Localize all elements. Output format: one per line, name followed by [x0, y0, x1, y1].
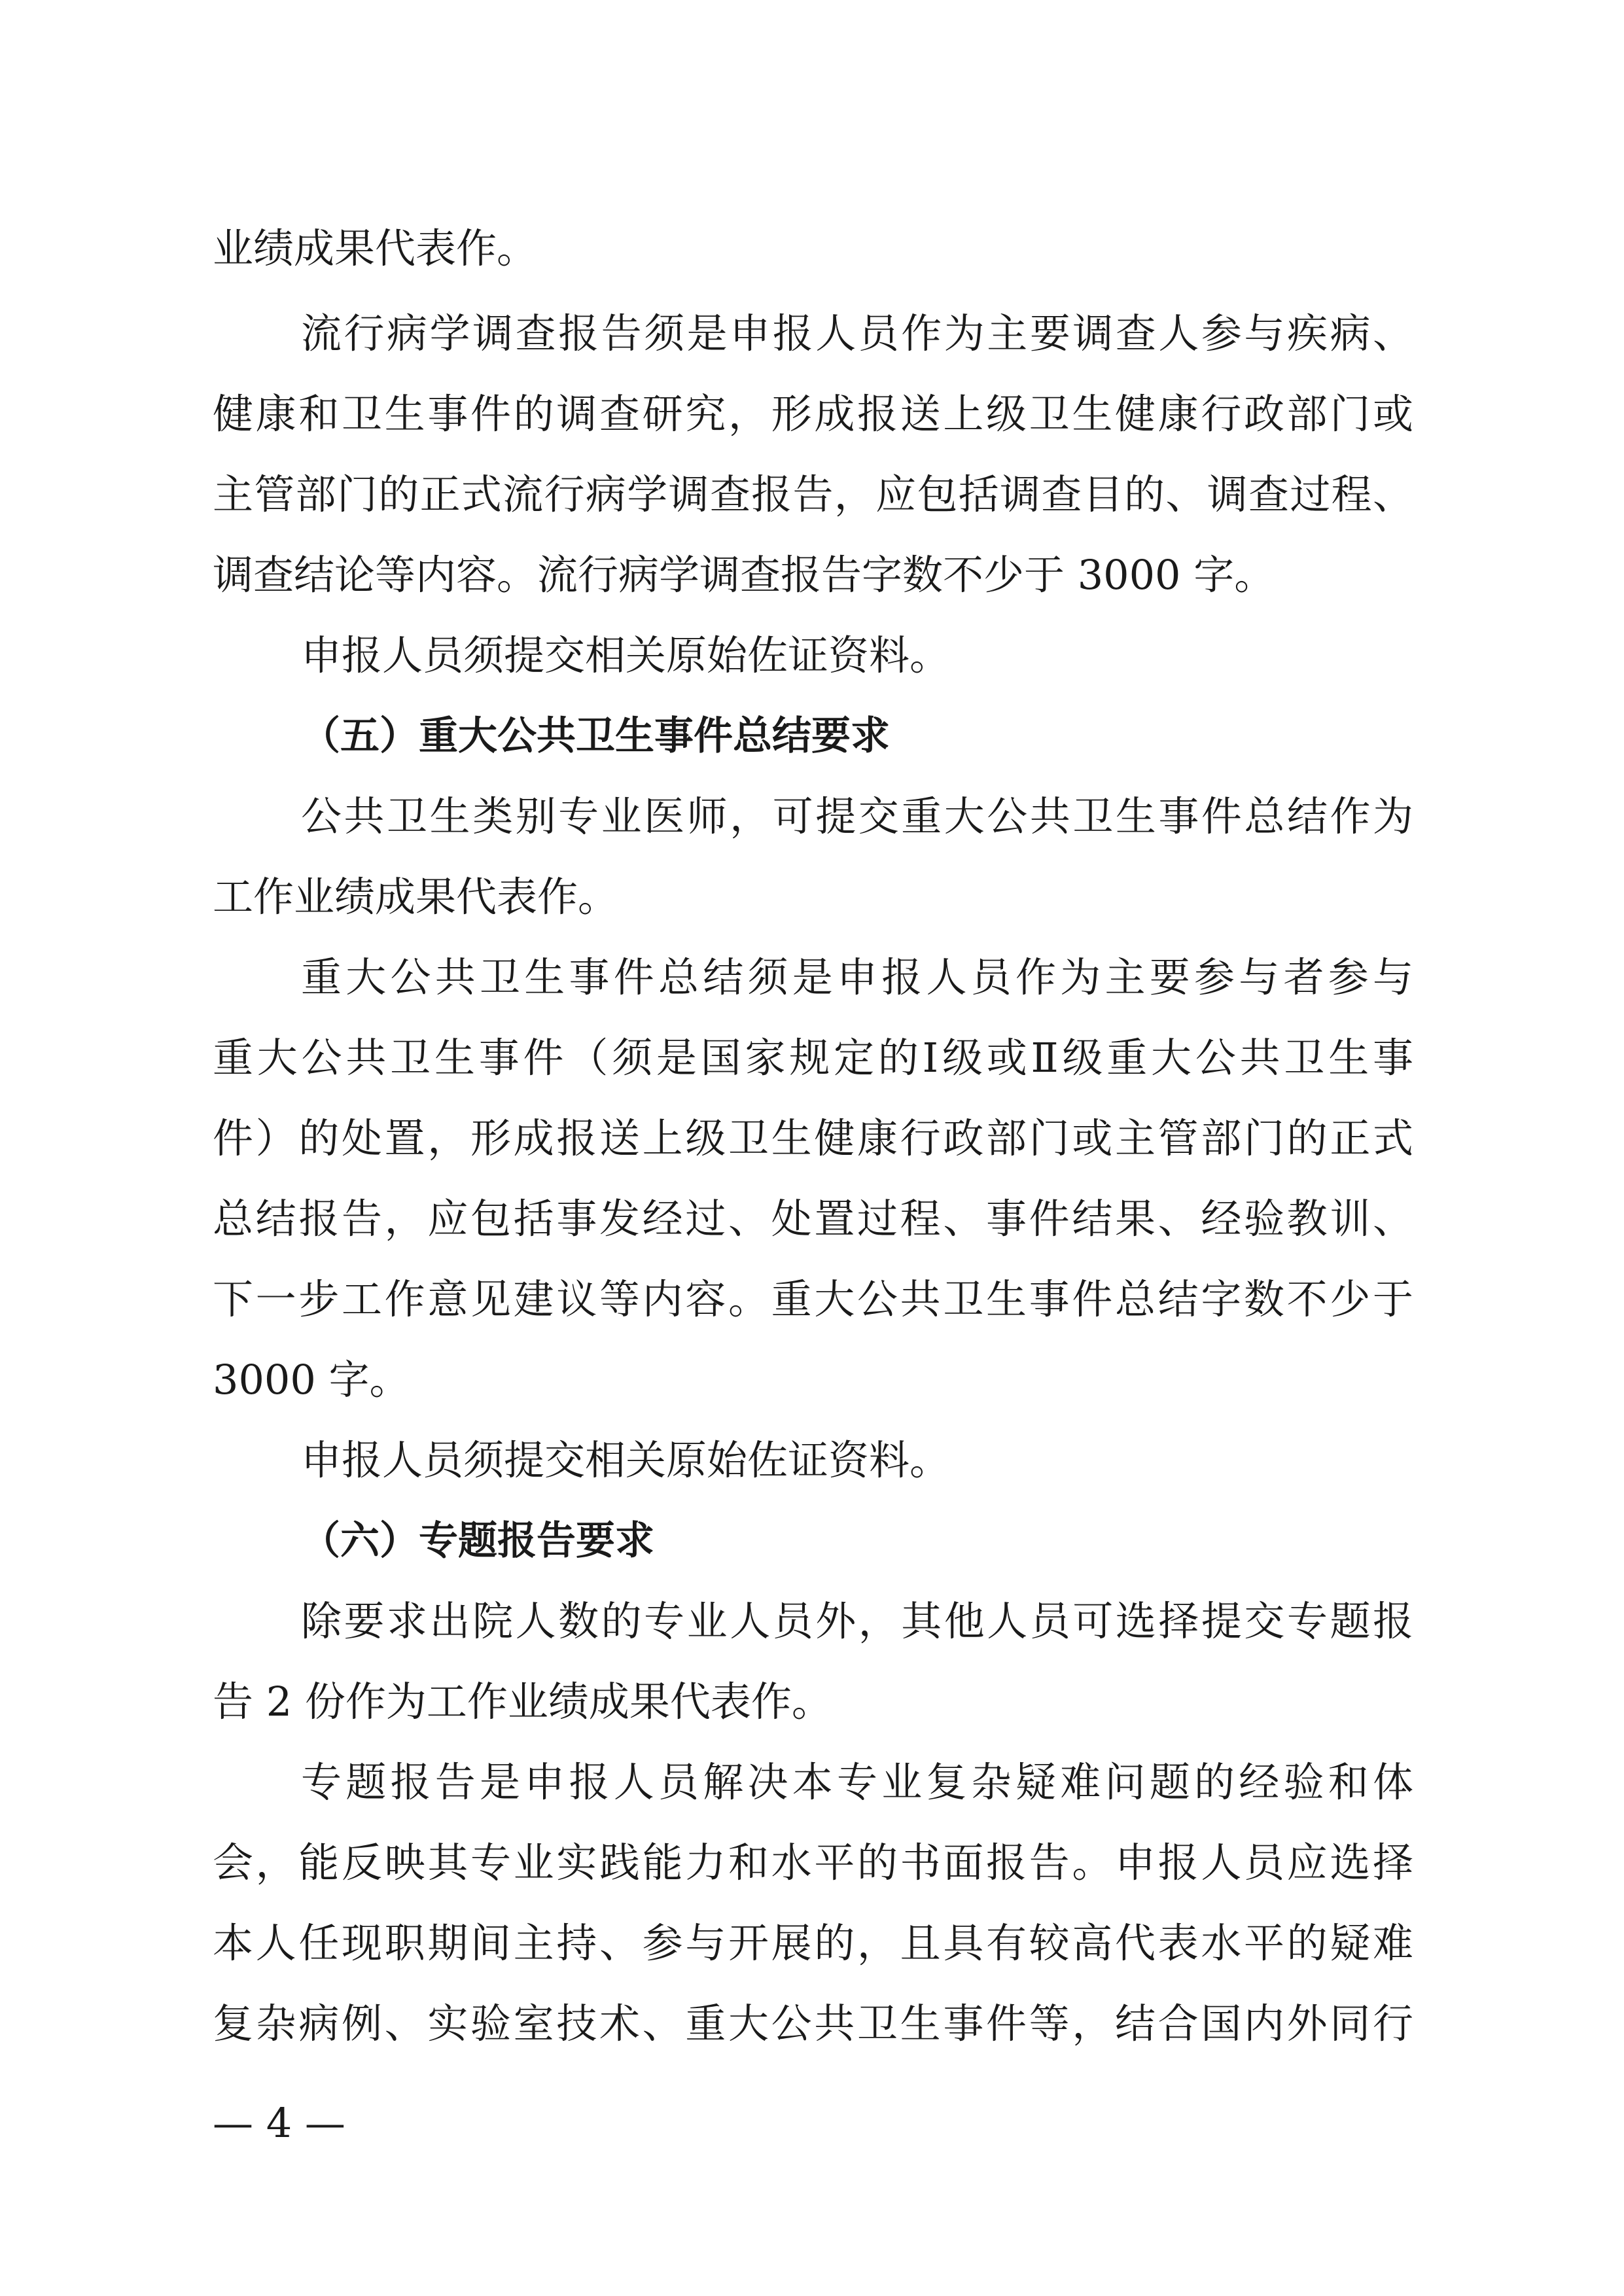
- paragraph-line: 健康和卫生事件的调查研究，形成报送上级卫生健康行政部门或: [213, 390, 1413, 438]
- paragraph-line: 件）的处置，形成报送上级卫生健康行政部门或主管部门的正式: [213, 1114, 1413, 1162]
- section-heading: （六）专题报告要求: [301, 1518, 654, 1564]
- paragraph-line: 流行病学调查报告须是申报人员作为主要调查人参与疾病、: [301, 309, 1413, 357]
- paragraph-line: 除要求出院人数的专业人员外，其他人员可选择提交专题报: [301, 1597, 1413, 1645]
- paragraph-line: 会，能反映其专业实践能力和水平的书面报告。申报人员应选择: [213, 1839, 1413, 1886]
- paragraph-line: 3000 字。: [213, 1356, 410, 1404]
- paragraph-line: 重大公共卫生事件总结须是申报人员作为主要参与者参与: [301, 953, 1413, 1001]
- paragraph-line: 告 2 份作为工作业绩成果代表作。: [213, 1678, 832, 1725]
- paragraph-line: 专题报告是申报人员解决本专业复杂疑难问题的经验和体: [301, 1758, 1413, 1806]
- paragraph-line: 公共卫生类别专业医师，可提交重大公共卫生事件总结作为: [301, 792, 1413, 840]
- paragraph-line: 重大公共卫生事件（须是国家规定的Ⅰ级或Ⅱ级重大公共卫生事: [213, 1034, 1413, 1082]
- section-heading: （五）重大公共卫生事件总结要求: [301, 713, 890, 759]
- paragraph-line: 总结报告，应包括事发经过、处置过程、事件结果、经验教训、: [213, 1195, 1413, 1243]
- paragraph-line: 业绩成果代表作。: [213, 224, 538, 272]
- paragraph-line: 调查结论等内容。流行病学调查报告字数不少于 3000 字。: [213, 551, 1275, 599]
- paragraph-line: 本人任现职期间主持、参与开展的，且具有较高代表水平的疑难: [213, 1919, 1413, 1967]
- paragraph-line: 申报人员须提交相关原始佐证资料。: [301, 1436, 951, 1484]
- paragraph-line: 复杂病例、实验室技术、重大公共卫生事件等，结合国内外同行: [213, 2000, 1413, 2047]
- paragraph-line: 主管部门的正式流行病学调查报告，应包括调查目的、调查过程、: [213, 470, 1413, 518]
- paragraph-line: 申报人员须提交相关原始佐证资料。: [301, 631, 951, 679]
- page-number: — 4 —: [213, 2099, 345, 2147]
- paragraph-line: 工作业绩成果代表作。: [213, 873, 619, 921]
- paragraph-line: 下一步工作意见建议等内容。重大公共卫生事件总结字数不少于: [213, 1275, 1413, 1323]
